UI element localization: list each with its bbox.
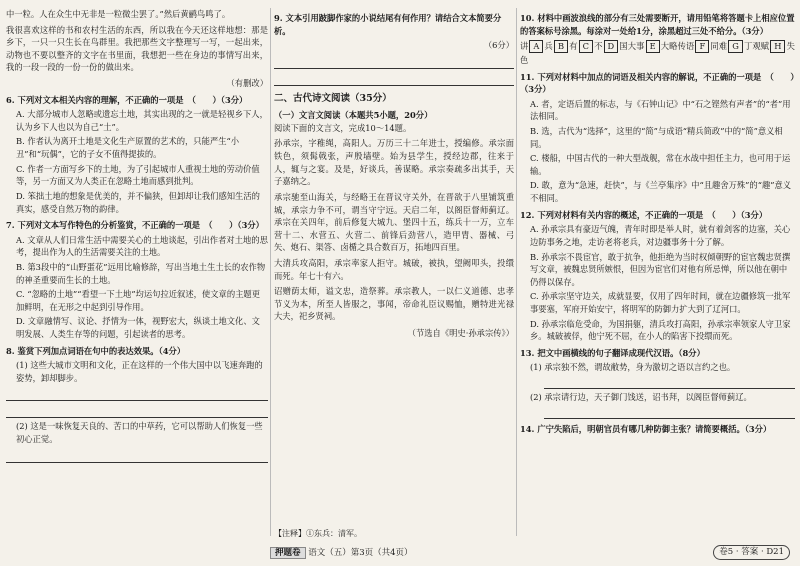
footer-text: 语文（五）第3页（共4页） [308,548,413,559]
column-divider [270,8,271,536]
option-7a: A. 文章从人们日常生活中需要关心的土地谈起，引出作者对土地的思考，提出作为人的生活需要关注的土地。 [16,234,268,258]
option-12c: C. 孙承宗坚守边关，成就显要，仅用了四年时间，就在边疆修筑一批军事要塞，军府开始安宁，将明军的防御力扩大到了辽河口。 [530,291,791,314]
break-marker[interactable]: D [604,40,619,53]
question-7-stem: 7. 下列对文本写作特色的分析鉴赏，不正确的一项是 （ ）（3分） [6,220,264,231]
column-right [520,8,795,437]
answer-line[interactable] [274,71,514,86]
brand-logo: 押题卷 [270,547,306,559]
option-11d: D. 敢，意为“急速，赶快”，与《兰亭集序》中“且趣舍万殊”的“趣”意义不相同。 [530,180,792,204]
option-6d: D. 笨拙土地的想象是优美的，并不偏狭，但卸却让我们感知生活的真实，感受自然万物的韵律。 [16,190,260,214]
source-note: （有删改） [226,78,268,89]
question-8-stem: 8. 鉴赏下列加点词语在句中的表达效果。（4分） [6,345,186,356]
question-13-part2: (2) 承宗请行边，天子御门饯送，诏书拜，以阁臣督师蓟辽。 [530,392,752,403]
answer-line[interactable] [274,54,514,69]
option-12d: D. 孙承宗临危受命，为国捐躯，清兵攻打高阳，孙承宗率领家人守卫家乡。城破被俘，他宁死不屈，在小人的陷害下投缳而死。 [530,318,791,342]
column-middle [274,8,514,340]
question-8-part1: (1) 这些大城市文明和文化，正在这样的一个伟大国中以飞速奔跑的姿势，卸却脚步。 [16,360,263,383]
break-marker[interactable]: E [646,40,660,53]
classical-passage: 大清兵攻高阳，承宗率家人拒守。城破，被执，望阙叩头，投缳而死。年七十有六。 [274,257,514,281]
question-8-part2: (2) 这是一味恢复天良的、苦口的中草药，它可以帮助人们恢复一些初心正觉。 [16,421,263,445]
option-6a: A. 大部分城市人忽略或遗忘土地，其实出现的之一就是轻视乡下人，认为乡下人也以为自己“土”。 [16,109,268,132]
page-footer [270,547,413,560]
column-left [6,8,268,465]
break-marker[interactable]: H [770,40,785,53]
answer-line[interactable] [6,386,268,401]
annotation-note: 【注释】①东兵：清军。 [274,528,362,538]
question-6-stem: 6. 下列对文本相关内容的理解，不正确的一项是 （ ）（3分） [6,94,248,105]
question-10-options: 讲 A 兵 B 有 C 不 D 国大事 E 大略传语 F 同难 G 丁观赋 H 失色 [520,41,795,65]
classical-passage: 诏赠荫太师，谥文忠，造祭葬。承宗教人，一以仁义道德、忠孝节义为本，所至人皆服之，事闻，帝命礼臣议赐恤，赠特进光禄大夫，祀乡贤祠。 [274,286,514,322]
page-label: 卷5 · 答案 · D21 [713,545,790,560]
option-11c: C. 楼船，中国古代的一种大型战舰，常在水战中担任主力，也可用于运输。 [530,153,791,176]
option-6b: B. 作者认为离开土地是文化生产原置的艺术的，只能严生“小丑”和“玩偶”，它的子女不值得提拔的。 [16,136,240,160]
answer-line[interactable] [544,406,795,419]
question-11-stem: 11. 下列对材料中加点的词语及相关内容的解说，不正确的一项是 （ ）（3分） [520,71,795,95]
option-12a: A. 孙承宗具有豪迈气魄，青年时即是举人时，就有着剑客的边塞，关心边防事务之地，走访老将老兵，对边疆事务十分了解。 [530,224,791,247]
option-6c: C. 作者一方面写乡下的土地，为了引起城市人重视土地的劳动价值等，另一方面又为人类正在忽略土地而感到批判。 [16,163,260,187]
option-11a: A. 者，定语后置的标志，与《石钟山记》中“石之铿然有声者”的“者”用法相同。 [530,98,791,122]
passage-paragraph: 我很喜欢这样的书和农村生活的东西，所以我在今天还这样地想：那是乡下，一只一只生长在鸟群里。我把那些文字整理写一写，一起出来，动物也不要以整齐的文字在书里面，我想把一些在身边的事情写出来，我的一段一段的一份一份的做出来。 [6,24,268,73]
question-10-stem: 10. 材料中画波浪线的部分有三处需要断开，请用铅笔将答题卡上相应位置的答案标号涂黑。每涂对一处给1分，涂黑超过三处不给分。（3分） [520,13,795,36]
break-marker[interactable]: A [529,40,543,53]
break-marker[interactable]: C [579,40,593,53]
option-7c: C. “忽略的土地”“看望一下土地”均运句拉近叙述，使文章的主题更加鲜明，在无形之中起到引导作用。 [16,289,261,312]
classical-passage: 孙承宗，字稚绳，高阳人。万历三十二年进士，授编修。承宗面铁色，须髯戟张，声殷墙壁。始为县学生，授经边郡，往来于人，辄与之宴。及是，好谈兵，善谋略。承宗奏疏多出其手，天子嘉纳之。 [274,138,514,187]
passage-source: （节选自《明史·孙承宗传》） [407,328,514,339]
question-13-part1: (1) 承宗独不然，谓故敝势，身为激切之语以言约之也。 [530,362,736,373]
column-divider [516,8,517,536]
question-12-stem: 12. 下列对材料有关内容的概述，不正确的一项是 （ ）（3分） [520,209,768,220]
break-marker[interactable]: F [695,40,709,53]
break-marker[interactable]: B [554,40,568,53]
option-12b: B. 孙承宗不畏宦官，敢于抗争，他拒绝为当时权倾朝野的宦官魏忠贤撰写文章，被魏忠贤所嫉恨，但因为宦官们对他有所忌惮，所以他在朝中仍得以保存。 [530,251,791,287]
option-7d: D. 文章融情写、议论、抒情为一体，视野宏大，纵谈土地文化、文明发展、人类生存等的问题，引起读者的思考。 [16,316,260,340]
question-9-stem: 9. 文本引用跛脚作家的小说结尾有何作用？请结合文本简要分析。 [274,13,502,36]
instruction: 阅读下面的文言文，完成10～14题。 [274,122,412,133]
option-11b: B. 选，古代为“选择”，这里的“简”与成语“精兵简政”中的“简”意义相同。 [530,126,783,149]
option-7b: B. 第3段中的“山野蛋花”远用比喻修辞，写出当地土生土长的农作物的神圣重要而生长的土地。 [16,261,266,285]
section-heading: 二、古代诗文阅读（35分） [274,92,392,104]
subsection-heading: （一）文言文阅读（本题共5小题，20分） [274,110,433,121]
passage-paragraph: 中一粒。人在众生中无非是一粒微尘罢了。”然后黄鹂鸟鸣了。 [6,9,231,19]
answer-line[interactable] [6,448,268,463]
question-13-stem: 13. 把文中画横线的句子翻译成现代汉语。（8分） [520,347,705,358]
answer-line[interactable] [544,376,795,389]
question-9-score: （6分） [483,40,514,51]
classical-passage: 承宗驰至山海关，与经略王在晋议守关外，在晋欲于八里铺筑重城，承宗力争不可，谓当守宁远。天启二年，以阁臣督师蓟辽。承宗在关四年，前后修复大城九、堡四十五，练兵十一万，立车营十二、水营五、火营二、前锋后劲营八，造甲胄、器械、弓矢、炮石、渠答、卤楯之具合数百万，拓地四百里。 [274,191,514,253]
break-marker[interactable]: G [728,40,743,53]
answer-line[interactable] [6,403,268,418]
question-14-stem: 14. 广宁失陷后，明朝官员有哪几种防御主张？请简要概括。（3分） [520,423,772,434]
